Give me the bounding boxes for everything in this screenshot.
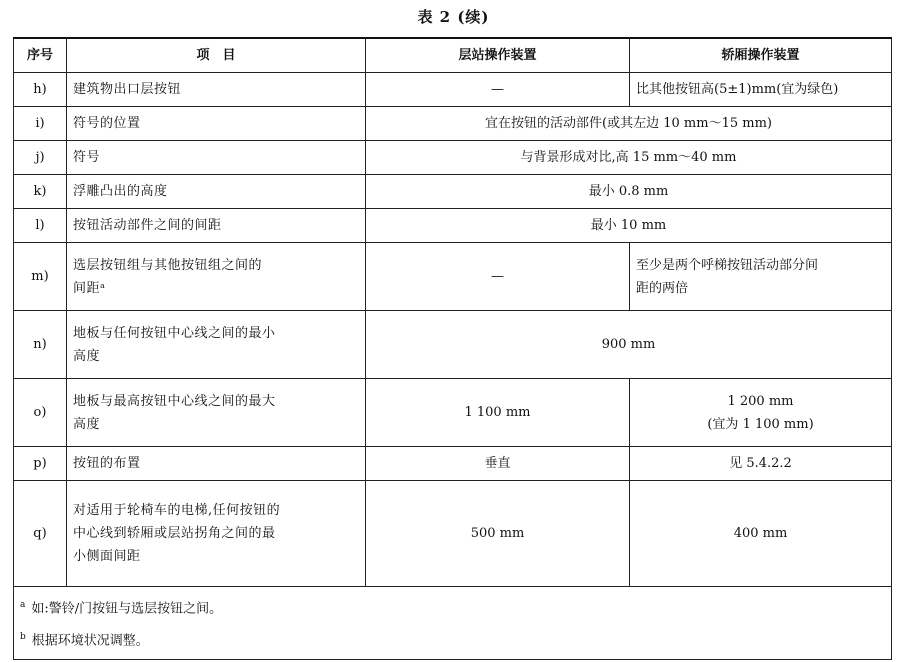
car-value-line: 距的两倍 <box>636 280 689 296</box>
row-item-line: 中心线到轿厢或层站拐角之间的最 <box>73 526 276 541</box>
car-value-line: 1 200 mm <box>727 393 794 409</box>
header-car: 轿厢操作装置 <box>630 38 892 73</box>
row-number: m) <box>14 243 67 311</box>
row-item <box>67 311 366 379</box>
shared-value: 最小 0.8 mm <box>366 175 892 209</box>
table-row-o <box>14 379 892 447</box>
car-value: 400 mm <box>630 481 892 587</box>
row-item-line: 高度 <box>73 348 101 364</box>
footnote-b-text: 根据环境状况调整。 <box>31 633 149 649</box>
car-value <box>630 379 892 447</box>
row-item-line: 对适用于轮椅车的电梯,任何按钮的 <box>73 503 281 518</box>
table-row-h <box>14 73 892 107</box>
landing-value: 500 mm <box>366 481 630 587</box>
row-number: p) <box>14 447 67 481</box>
row-number: q) <box>14 481 67 587</box>
table-row-q <box>14 481 892 587</box>
row-number: k) <box>14 175 67 209</box>
row-item-line: 间距ᵃ <box>73 280 106 296</box>
table-row-p <box>14 447 892 481</box>
row-item: 按钮活动部件之间的间距 <box>67 209 366 243</box>
row-number: n) <box>14 311 67 379</box>
table-row-n <box>14 311 892 379</box>
footnote-b-marker: b <box>20 632 26 642</box>
row-item-line: 高度 <box>73 416 101 432</box>
shared-value: 与背景形成对比,高 15 mm～40 mm <box>366 141 892 175</box>
row-number: o) <box>14 379 67 447</box>
table-header-row <box>14 38 892 73</box>
car-value: 比其他按钮高(5±1)mm(宜为绿色) <box>630 73 892 107</box>
row-item-line: 地板与最高按钮中心线之间的最大 <box>73 393 276 409</box>
table-row-m <box>14 243 892 311</box>
table-notes <box>14 587 892 660</box>
row-number: l) <box>14 209 67 243</box>
row-number: h) <box>14 73 67 107</box>
shared-value: 宜在按钮的活动部件(或其左边 10 mm～15 mm) <box>366 107 892 141</box>
table-row-j <box>14 141 892 175</box>
table-row-i <box>14 107 892 141</box>
landing-value: — <box>366 243 630 311</box>
spec-table <box>13 37 892 660</box>
footnote-a <box>20 591 885 623</box>
car-value-line: 至少是两个呼梯按钮活动部分间 <box>636 257 819 273</box>
row-item-line: 地板与任何按钮中心线之间的最小 <box>73 325 276 341</box>
row-item: 浮雕凸出的高度 <box>67 175 366 209</box>
row-number: j) <box>14 141 67 175</box>
shared-value: 900 mm <box>366 311 892 379</box>
footnote-a-text: 如:警铃/门按钮与选层按钮之间。 <box>31 601 223 616</box>
car-value: 见 5.4.2.2 <box>630 447 892 481</box>
table-row-l <box>14 209 892 243</box>
row-item <box>67 481 366 587</box>
row-item-line: 小侧面间距 <box>73 549 141 564</box>
footnote-b <box>20 623 885 655</box>
table-notes-row <box>14 587 892 660</box>
shared-value: 最小 10 mm <box>366 209 892 243</box>
row-item: 建筑物出口层按钮 <box>67 73 366 107</box>
row-item <box>67 379 366 447</box>
table-row-k <box>14 175 892 209</box>
car-value <box>630 243 892 311</box>
table-caption: 表 2 (续) <box>417 8 490 26</box>
row-item: 符号的位置 <box>67 107 366 141</box>
header-no: 序号 <box>14 38 67 73</box>
car-value-line: (宜为 1 100 mm) <box>707 416 814 432</box>
landing-value: 1 100 mm <box>366 379 630 447</box>
footnote-a-marker: a <box>20 599 26 610</box>
header-landing: 层站操作装置 <box>366 38 630 73</box>
header-item: 项 目 <box>67 38 366 73</box>
row-number: i) <box>14 107 67 141</box>
landing-value: 垂直 <box>366 447 630 481</box>
row-item-line: 选层按钮组与其他按钮组之间的 <box>73 257 263 273</box>
row-item <box>67 243 366 311</box>
row-item: 按钮的布置 <box>67 447 366 481</box>
landing-value: — <box>366 73 630 107</box>
row-item: 符号 <box>67 141 366 175</box>
